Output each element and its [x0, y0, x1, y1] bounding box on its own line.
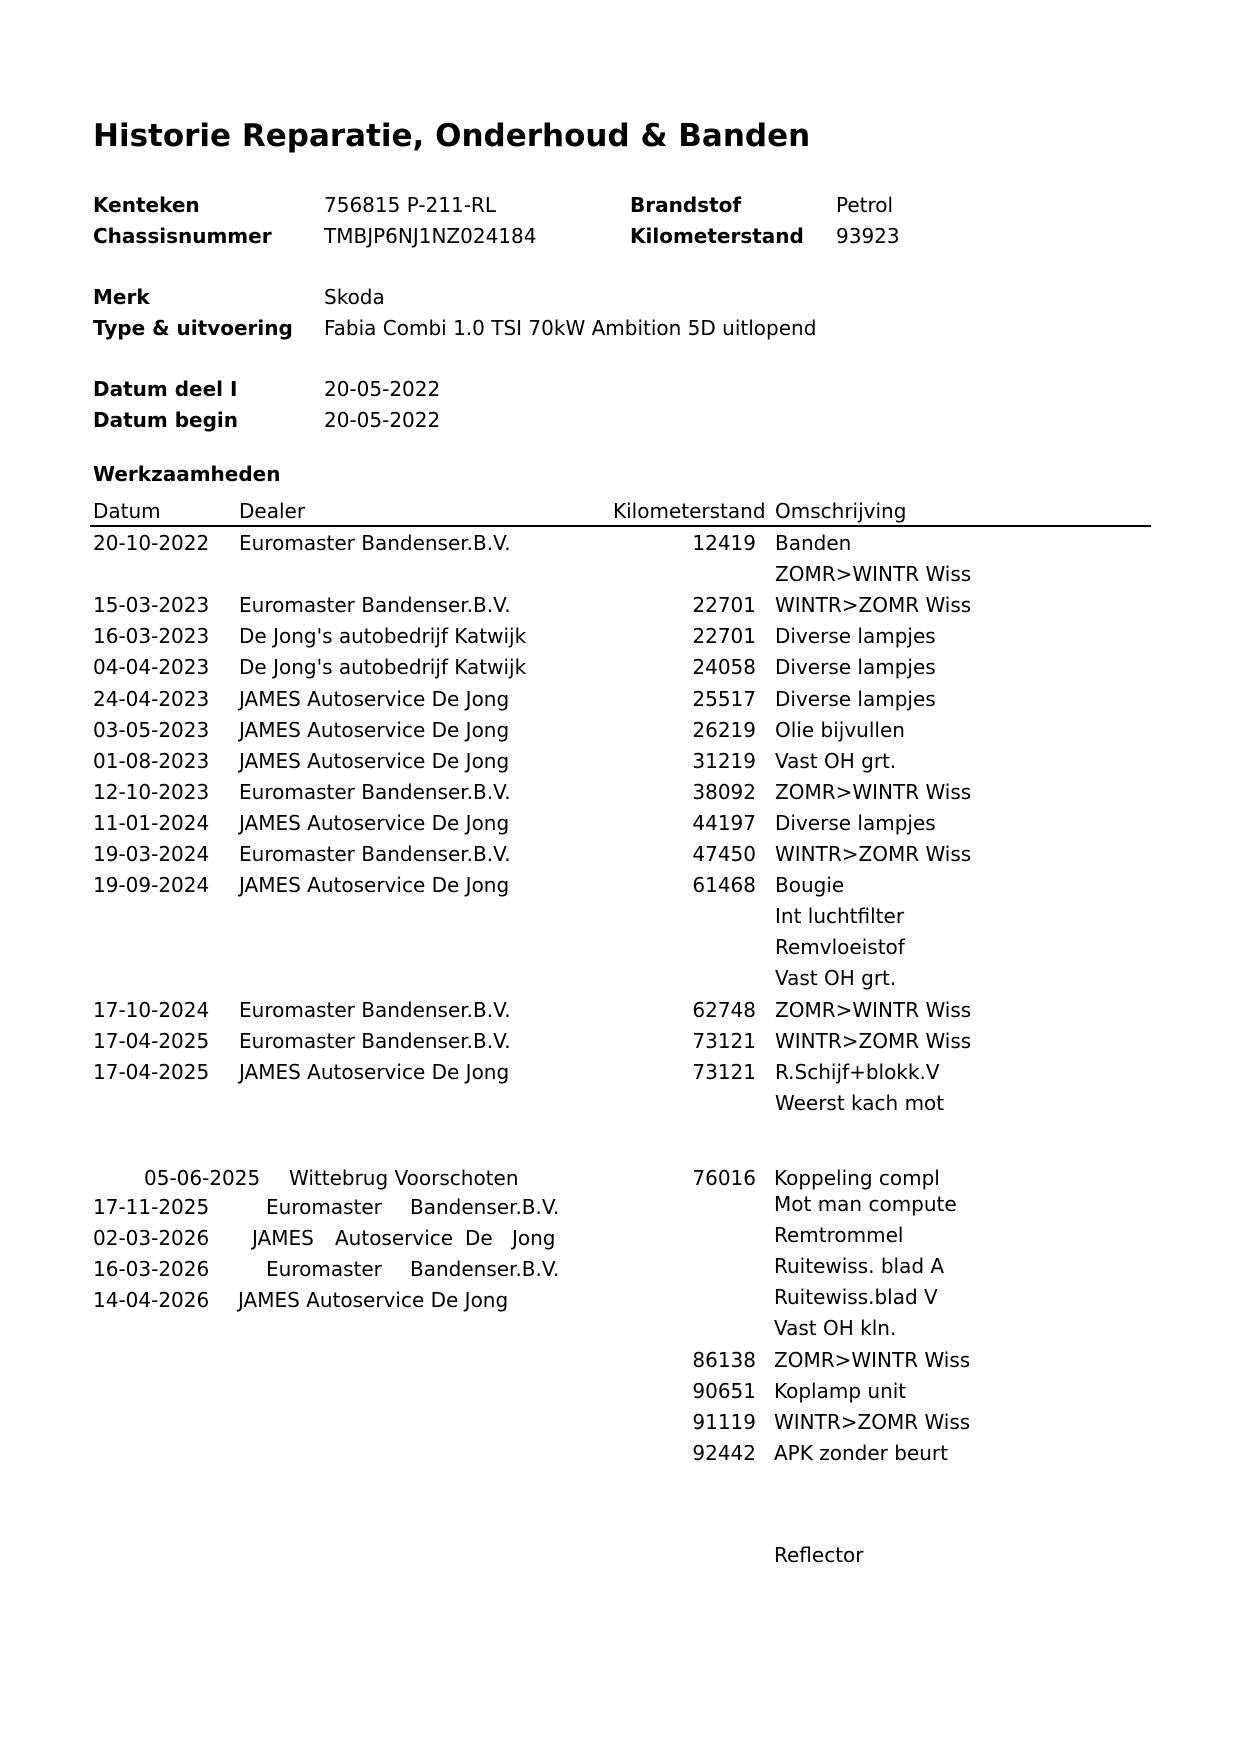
loose-dealer: Bandenser.B.V. — [410, 1195, 560, 1219]
werkzaamheden-heading: Werkzaamheden — [93, 462, 281, 486]
cell-dealer: Euromaster Bandenser.B.V. — [239, 780, 511, 804]
kilometerstand-label: Kilometerstand — [630, 224, 804, 248]
cell-omschrijving: Diverse lampjes — [775, 624, 936, 648]
loose-omschrijving: Remtrommel — [774, 1223, 904, 1247]
cell-omschrijving: WINTR>ZOMR Wiss — [775, 593, 972, 617]
page-title: Historie Reparatie, Onderhoud & Banden — [93, 118, 811, 154]
cell-dealer: JAMES Autoservice De Jong — [239, 811, 510, 835]
cell-omschrijving: Weerst kach mot — [775, 1091, 945, 1115]
chassis-value: TMBJP6NJ1NZ024184 — [324, 224, 537, 248]
cell-kilometerstand: 22701 — [692, 624, 756, 648]
cell-omschrijving: Remvloeistof — [775, 935, 905, 959]
cell-omschrijving: Vast OH grt. — [775, 749, 897, 773]
cell-datum: 04-04-2023 — [93, 655, 210, 679]
cell-datum: 17-10-2024 — [93, 998, 210, 1022]
cell-omschrijving: ZOMR>WINTR Wiss — [775, 998, 972, 1022]
loose-omschrijving: Koppeling compl — [774, 1166, 940, 1190]
cell-dealer: Euromaster Bandenser.B.V. — [239, 1029, 511, 1053]
cell-datum: 11-01-2024 — [93, 811, 210, 835]
column-header-omschrijving: Omschrijving — [775, 499, 907, 523]
cell-kilometerstand: 61468 — [692, 873, 756, 897]
loose-km: 86138 — [692, 1348, 756, 1372]
kenteken-label: Kenteken — [93, 193, 200, 217]
cell-kilometerstand: 25517 — [692, 687, 756, 711]
cell-dealer: Euromaster Bandenser.B.V. — [239, 531, 511, 555]
cell-dealer: JAMES Autoservice De Jong — [239, 1060, 510, 1084]
cell-kilometerstand: 22701 — [692, 593, 756, 617]
cell-dealer: De Jong's autobedrijf Katwijk — [239, 624, 527, 648]
merk-value: Skoda — [324, 285, 385, 309]
chassis-label: Chassisnummer — [93, 224, 272, 248]
loose-dealer: Euromaster — [266, 1195, 382, 1219]
loose-omschrijving: Mot man compute — [774, 1192, 957, 1216]
loose-km: 92442 — [692, 1441, 756, 1465]
loose-omschrijving: Vast OH kln. — [774, 1316, 897, 1340]
cell-dealer: Euromaster Bandenser.B.V. — [239, 998, 511, 1022]
cell-kilometerstand: 24058 — [692, 655, 756, 679]
cell-datum: 17-04-2025 — [93, 1029, 210, 1053]
loose-km: 90651 — [692, 1379, 756, 1403]
table-header-rule — [90, 525, 1151, 527]
loose-date: 16-03-2026 — [93, 1257, 210, 1281]
loose-omschrijving: Koplamp unit — [774, 1379, 907, 1403]
cell-omschrijving: ZOMR>WINTR Wiss — [775, 562, 972, 586]
column-header-kilometerstand: Kilometerstand — [613, 499, 766, 523]
cell-kilometerstand: 38092 — [692, 780, 756, 804]
cell-kilometerstand: 73121 — [692, 1060, 756, 1084]
cell-datum: 15-03-2023 — [93, 593, 210, 617]
datum-begin-value: 20-05-2022 — [324, 408, 441, 432]
cell-datum: 20-10-2022 — [93, 531, 210, 555]
cell-omschrijving: Int luchtfilter — [775, 904, 905, 928]
cell-omschrijving: R.Schijf+blokk.V — [775, 1060, 940, 1084]
loose-date: 02-03-2026 — [93, 1226, 210, 1250]
cell-dealer: JAMES Autoservice De Jong — [239, 687, 510, 711]
loose-omschrijving: Ruitewiss.blad V — [774, 1285, 938, 1309]
datum-deel-label: Datum deel I — [93, 377, 238, 401]
loose-dealer: Euromaster — [266, 1257, 382, 1281]
loose-date: 14-04-2026 — [93, 1288, 210, 1312]
kilometerstand-value: 93923 — [836, 224, 900, 248]
loose-date: 05-06-2025 — [144, 1166, 261, 1190]
cell-datum: 01-08-2023 — [93, 749, 210, 773]
loose-omschrijving: WINTR>ZOMR Wiss — [774, 1410, 971, 1434]
loose-omschrijving: Reflector — [774, 1543, 864, 1567]
loose-km: 91119 — [692, 1410, 756, 1434]
cell-kilometerstand: 47450 — [692, 842, 756, 866]
cell-omschrijving: Bougie — [775, 873, 845, 897]
cell-omschrijving: Diverse lampjes — [775, 687, 936, 711]
column-header-dealer: Dealer — [239, 499, 306, 523]
loose-km: 76016 — [692, 1166, 756, 1190]
cell-omschrijving: WINTR>ZOMR Wiss — [775, 842, 972, 866]
loose-dealer: Bandenser.B.V. — [410, 1257, 560, 1281]
merk-label: Merk — [93, 285, 150, 309]
column-header-datum: Datum — [93, 499, 161, 523]
loose-dealer: JAMES — [252, 1226, 314, 1250]
cell-datum: 19-03-2024 — [93, 842, 210, 866]
cell-kilometerstand: 26219 — [692, 718, 756, 742]
cell-dealer: JAMES Autoservice De Jong — [239, 718, 510, 742]
cell-dealer: JAMES Autoservice De Jong — [239, 749, 510, 773]
cell-omschrijving: Vast OH grt. — [775, 966, 897, 990]
kenteken-value: 756815 P-211-RL — [324, 193, 496, 217]
cell-kilometerstand: 12419 — [692, 531, 756, 555]
loose-dealer: Autoservice — [335, 1226, 454, 1250]
cell-kilometerstand: 62748 — [692, 998, 756, 1022]
loose-dealer: Jong — [512, 1226, 556, 1250]
cell-datum: 03-05-2023 — [93, 718, 210, 742]
loose-dealer: JAMES Autoservice De Jong — [238, 1288, 509, 1312]
loose-omschrijving: Ruitewiss. blad A — [774, 1254, 945, 1278]
cell-omschrijving: ZOMR>WINTR Wiss — [775, 780, 972, 804]
cell-datum: 12-10-2023 — [93, 780, 210, 804]
cell-omschrijving: Diverse lampjes — [775, 655, 936, 679]
cell-datum: 17-04-2025 — [93, 1060, 210, 1084]
loose-dealer: De — [465, 1226, 493, 1250]
cell-dealer: Euromaster Bandenser.B.V. — [239, 842, 511, 866]
cell-dealer: Euromaster Bandenser.B.V. — [239, 593, 511, 617]
cell-datum: 16-03-2023 — [93, 624, 210, 648]
brandstof-value: Petrol — [836, 193, 894, 217]
cell-omschrijving: Banden — [775, 531, 852, 555]
loose-omschrijving: ZOMR>WINTR Wiss — [774, 1348, 971, 1372]
loose-date: 17-11-2025 — [93, 1195, 210, 1219]
brandstof-label: Brandstof — [630, 193, 742, 217]
cell-omschrijving: WINTR>ZOMR Wiss — [775, 1029, 972, 1053]
cell-kilometerstand: 73121 — [692, 1029, 756, 1053]
cell-datum: 24-04-2023 — [93, 687, 210, 711]
cell-kilometerstand: 31219 — [692, 749, 756, 773]
datum-deel-value: 20-05-2022 — [324, 377, 441, 401]
cell-dealer: JAMES Autoservice De Jong — [239, 873, 510, 897]
cell-datum: 19-09-2024 — [93, 873, 210, 897]
cell-omschrijving: Olie bijvullen — [775, 718, 905, 742]
datum-begin-label: Datum begin — [93, 408, 238, 432]
cell-omschrijving: Diverse lampjes — [775, 811, 936, 835]
type-label: Type & uitvoering — [93, 316, 293, 340]
cell-kilometerstand: 44197 — [692, 811, 756, 835]
type-value: Fabia Combi 1.0 TSI 70kW Ambition 5D uitlopend — [324, 316, 817, 340]
loose-omschrijving: APK zonder beurt — [774, 1441, 948, 1465]
cell-dealer: De Jong's autobedrijf Katwijk — [239, 655, 527, 679]
loose-dealer: Wittebrug Voorschoten — [289, 1166, 519, 1190]
